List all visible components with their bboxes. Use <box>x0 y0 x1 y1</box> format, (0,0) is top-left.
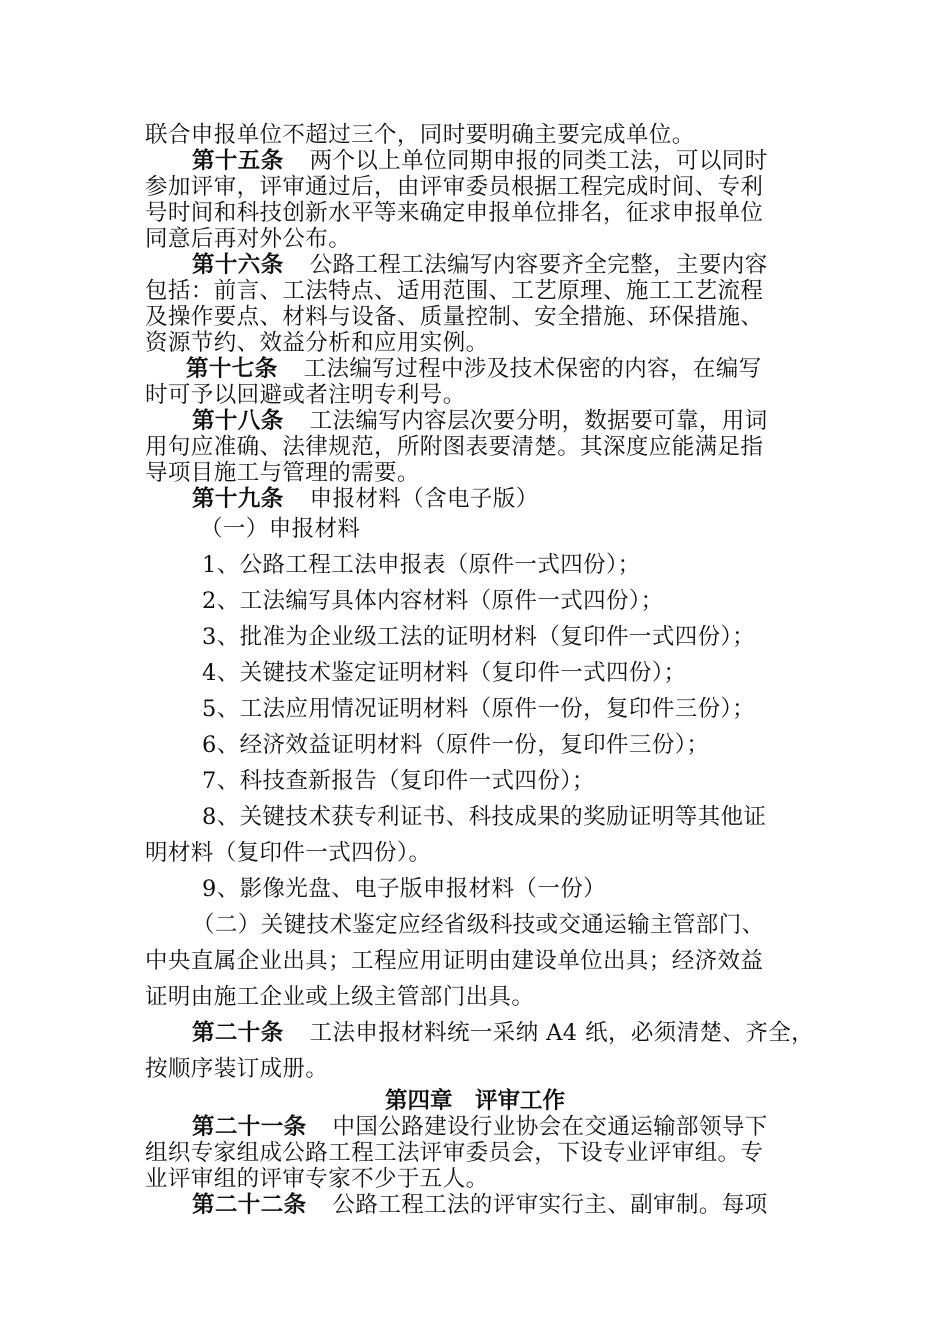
article-21 <box>192 1114 822 1140</box>
article-title: 第二十二条 <box>192 1192 307 1218</box>
paragraph-line: 参加评审，评审通过后，由评审委员根据工程完成时间、专利 <box>145 174 764 200</box>
list-item: 7、科技查新报告（复印件一式四份）； <box>202 768 595 794</box>
list-item: 6、经济效益证明材料（原件一份，复印件三份）； <box>202 732 710 758</box>
paragraph-line: 导项目施工与管理的需要。 <box>145 460 420 486</box>
section-heading: （一）申报材料 <box>200 516 361 542</box>
article-text: 两个以上单位同期申报的同类工法，可以同时 <box>309 148 768 174</box>
paragraph-line: 联合申报单位不超过三个，同时要明确主要完成单位。 <box>145 122 695 148</box>
paragraph-line: 业评审组的评审专家不少于五人。 <box>145 1166 489 1192</box>
paragraph-line: 中央直属企业出具；工程应用证明由建设单位出具；经济效益 <box>145 948 764 974</box>
article-title: 第十六条 <box>192 252 284 278</box>
article-16 <box>192 252 822 278</box>
article-text: 工法编写过程中涉及技术保密的内容，在编写 <box>303 356 762 382</box>
paragraph-line: 时可予以回避或者注明专利号。 <box>145 382 466 408</box>
article-title: 第十八条 <box>192 408 284 434</box>
paragraph-line: 明材料（复印件一式四份）。 <box>145 840 432 866</box>
list-item: 5、工法应用情况证明材料（原件一份，复印件三份）； <box>202 696 756 722</box>
article-text: 工法申报材料统一采纳 A4 纸，必须清楚、齐全， <box>309 1020 815 1046</box>
paragraph-line: 同意后再对外公布。 <box>145 226 352 252</box>
article-22 <box>192 1192 822 1218</box>
list-item: 1、公路工程工法申报表（原件一式四份）； <box>202 552 641 578</box>
paragraph-line: 包括：前言、工法特点、适用范围、工艺原理、施工工艺流程 <box>145 278 764 304</box>
paragraph-line: 组织专家组成公路工程工法评审委员会，下设专业评审组。专 <box>145 1140 764 1166</box>
article-title: 第二十一条 <box>192 1114 307 1140</box>
list-item: 9、影像光盘、电子版申报材料（一份） <box>202 876 607 902</box>
paragraph-line: 号时间和科技创新水平等来确定申报单位排名，征求申报单位 <box>145 200 764 226</box>
article-title: 第十五条 <box>192 148 284 174</box>
paragraph-line: 证明由施工企业或上级主管部门出具。 <box>145 984 535 1010</box>
article-text: 工法编写内容层次要分明，数据要可靠，用词 <box>309 408 768 434</box>
article-title: 第十九条 <box>192 486 284 512</box>
article-text: 申报材料（含电子版） <box>309 486 539 512</box>
article-title: 第二十条 <box>192 1020 284 1046</box>
paragraph-line: 及操作要点、材料与设备、质量控制、安全措施、环保措施、 <box>145 304 764 330</box>
list-item: 3、批准为企业级工法的证明材料（复印件一式四份）； <box>202 624 756 650</box>
list-item: 2、工法编写具体内容材料（原件一式四份）； <box>202 588 664 614</box>
list-item: 4、关键技术鉴定证明材料（复印件一式四份）； <box>202 660 687 686</box>
section-heading: （二）关键技术鉴定应经省级科技或交通运输主管部门、 <box>192 912 765 938</box>
paragraph-line: 按顺序装订成册。 <box>145 1056 329 1082</box>
article-17 <box>186 356 822 382</box>
article-text: 公路工程工法的评审实行主、副审制。每项 <box>332 1192 768 1218</box>
article-20 <box>192 1020 822 1046</box>
paragraph-line: 用句应准确、法律规范，所附图表要清楚。其深度应能满足指 <box>145 434 764 460</box>
article-text: 中国公路建设行业协会在交通运输部领导下 <box>332 1114 768 1140</box>
chapter-heading: 第四章 评审工作 <box>384 1088 565 1114</box>
article-text: 公路工程工法编写内容要齐全完整，主要内容 <box>309 252 768 278</box>
article-18 <box>192 408 822 434</box>
paragraph-line: 资源节约、效益分析和应用实例。 <box>145 330 489 356</box>
article-title: 第十七条 <box>186 356 278 382</box>
list-item: 8、关键技术获专利证书、科技成果的奖励证明等其他证 <box>202 804 767 830</box>
article-19 <box>192 486 822 512</box>
article-15 <box>192 148 822 174</box>
